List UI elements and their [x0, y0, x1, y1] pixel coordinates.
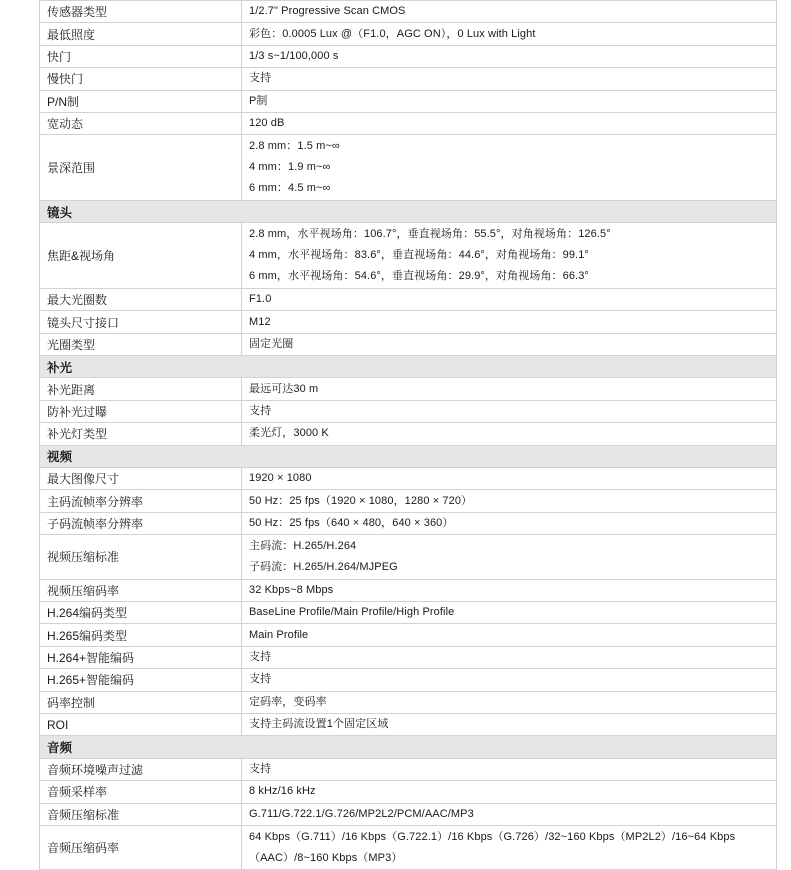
spec-value-line: 最远可达30 m — [249, 382, 319, 395]
spec-label: 慢快门 — [40, 68, 242, 90]
spec-row — [40, 825, 777, 869]
spec-value-line: Main Profile — [249, 628, 309, 641]
spec-row — [40, 112, 777, 134]
spec-label: 最大图像尺寸 — [40, 468, 242, 490]
spec-label: 补光灯类型 — [40, 423, 242, 445]
spec-row — [40, 333, 777, 355]
spec-value — [242, 135, 777, 201]
section-header — [40, 445, 777, 467]
spec-value-line: 8 kHz/16 kHz — [249, 785, 316, 798]
spec-value-line: 32 Kbps~8 Mbps — [249, 583, 334, 596]
section-title: 补光 — [40, 356, 777, 378]
spec-label: 防补光过曝 — [40, 400, 242, 422]
spec-row — [40, 602, 777, 624]
spec-value-line: 1/2.7" Progressive Scan CMOS — [249, 5, 406, 18]
spec-row — [40, 311, 777, 333]
spec-label: 音频采样率 — [40, 781, 242, 803]
spec-value-line: 支持主码流设置1个固定区域 — [249, 718, 389, 731]
spec-value-line: 支持 — [249, 650, 272, 663]
spec-value-line: 50 Hz：25 fps（640 × 480，640 × 360） — [249, 517, 454, 530]
spec-label: 宽动态 — [40, 112, 242, 134]
spec-value-line: 柔光灯，3000 K — [249, 427, 329, 440]
spec-label: 主码流帧率分辨率 — [40, 490, 242, 512]
spec-value-line: BaseLine Profile/Main Profile/High Profile — [249, 606, 455, 619]
spec-row — [40, 223, 777, 289]
spec-value — [242, 669, 777, 691]
spec-value — [242, 646, 777, 668]
spec-row — [40, 135, 777, 201]
spec-value-line: M12 — [249, 315, 271, 328]
spec-value — [242, 311, 777, 333]
spec-value-line: 1/3 s~1/100,000 s — [249, 49, 339, 62]
spec-label: 视频压缩标准 — [40, 535, 242, 579]
spec-value — [242, 333, 777, 355]
spec-row — [40, 646, 777, 668]
spec-row — [40, 691, 777, 713]
spec-label: 补光距离 — [40, 378, 242, 400]
spec-value — [242, 288, 777, 310]
spec-row — [40, 90, 777, 112]
spec-value-line: 主码流：H.265/H.264 — [249, 539, 357, 552]
spec-row — [40, 669, 777, 691]
spec-value — [242, 624, 777, 646]
spec-value-line: F1.0 — [249, 293, 272, 306]
spec-value — [242, 512, 777, 534]
spec-row — [40, 68, 777, 90]
spec-value-line: 1920 × 1080 — [249, 472, 312, 485]
spec-value-line: 支持 — [249, 72, 272, 85]
spec-row — [40, 713, 777, 735]
spec-label: 光圈类型 — [40, 333, 242, 355]
spec-value-line: G.711/G.722.1/G.726/MP2L2/PCM/AAC/MP3 — [249, 807, 474, 820]
section-title: 镜头 — [40, 200, 777, 222]
spec-row — [40, 468, 777, 490]
spec-row — [40, 490, 777, 512]
spec-row — [40, 423, 777, 445]
spec-value-line: 64 Kbps（G.711）/16 Kbps（G.722.1）/16 Kbps（G.726）/32~160 Kbps（MP2L2）/16~64 Kbps — [249, 830, 736, 843]
spec-label: 焦距&视场角 — [40, 223, 242, 289]
spec-label: 传感器类型 — [40, 1, 242, 23]
spec-table-body — [40, 1, 777, 870]
spec-value — [242, 602, 777, 624]
spec-value-line: 支持 — [249, 762, 272, 775]
spec-value-line: （AAC）/8~160 Kbps（MP3） — [249, 851, 403, 864]
spec-row — [40, 512, 777, 534]
spec-label: 音频压缩码率 — [40, 825, 242, 869]
spec-label: 码率控制 — [40, 691, 242, 713]
spec-row — [40, 288, 777, 310]
spec-value-line: 4 mm：1.9 m~∞ — [249, 161, 331, 174]
spec-value-line: 定码率，变码率 — [249, 695, 327, 708]
spec-value — [242, 803, 777, 825]
spec-value-line: 固定光圈 — [249, 337, 294, 350]
spec-value-line: 2.8 mm：1.5 m~∞ — [249, 140, 340, 153]
spec-value-line: 子码流：H.265/H.264/MJPEG — [249, 560, 398, 573]
spec-value — [242, 400, 777, 422]
spec-row — [40, 781, 777, 803]
spec-value-line: 4 mm，水平视场角：83.6°，垂直视场角：44.6°，对角视场角：99.1° — [249, 249, 589, 262]
spec-value — [242, 112, 777, 134]
spec-value — [242, 23, 777, 45]
spec-label: 景深范围 — [40, 135, 242, 201]
spec-value — [242, 825, 777, 869]
spec-label: H.265+智能编码 — [40, 669, 242, 691]
spec-value-line: 50 Hz：25 fps（1920 × 1080，1280 × 720） — [249, 494, 473, 507]
spec-value-line: 支持 — [249, 673, 272, 686]
spec-value — [242, 468, 777, 490]
spec-value — [242, 758, 777, 780]
spec-table — [39, 0, 777, 870]
spec-row — [40, 758, 777, 780]
spec-label: 镜头尺寸接口 — [40, 311, 242, 333]
spec-label: 快门 — [40, 45, 242, 67]
spec-value-line: 6 mm，水平视场角：54.6°，垂直视场角：29.9°，对角视场角：66.3° — [249, 270, 589, 283]
spec-value — [242, 378, 777, 400]
spec-label: H.264编码类型 — [40, 602, 242, 624]
spec-value — [242, 90, 777, 112]
spec-row — [40, 400, 777, 422]
spec-label: H.264+智能编码 — [40, 646, 242, 668]
spec-row — [40, 378, 777, 400]
spec-label: H.265编码类型 — [40, 624, 242, 646]
spec-value-line: P制 — [249, 94, 268, 107]
spec-label: 音频压缩标准 — [40, 803, 242, 825]
spec-value — [242, 68, 777, 90]
spec-value — [242, 45, 777, 67]
spec-value-line: 6 mm：4.5 m~∞ — [249, 182, 331, 195]
spec-value — [242, 423, 777, 445]
spec-row — [40, 624, 777, 646]
spec-value — [242, 691, 777, 713]
spec-row — [40, 1, 777, 23]
spec-value — [242, 223, 777, 289]
spec-value-line: 120 dB — [249, 117, 285, 130]
spec-label: 子码流帧率分辨率 — [40, 512, 242, 534]
spec-label: 视频压缩码率 — [40, 579, 242, 601]
spec-value-line: 2.8 mm，水平视场角：106.7°，垂直视场角：55.5°，对角视场角：126.5° — [249, 228, 611, 241]
spec-label: 最低照度 — [40, 23, 242, 45]
section-title: 音频 — [40, 736, 777, 758]
section-title: 视频 — [40, 445, 777, 467]
spec-value — [242, 781, 777, 803]
spec-value — [242, 579, 777, 601]
spec-value — [242, 1, 777, 23]
spec-label: P/N制 — [40, 90, 242, 112]
section-header — [40, 356, 777, 378]
spec-row — [40, 23, 777, 45]
spec-value-line: 支持 — [249, 405, 272, 418]
spec-value-line: 彩色：0.0005 Lux @（F1.0，AGC ON），0 Lux with Light — [249, 27, 536, 40]
spec-value — [242, 490, 777, 512]
spec-value — [242, 713, 777, 735]
spec-label: 最大光圈数 — [40, 288, 242, 310]
spec-row — [40, 579, 777, 601]
spec-row — [40, 535, 777, 579]
spec-label: 音频环境噪声过滤 — [40, 758, 242, 780]
spec-row — [40, 45, 777, 67]
spec-row — [40, 803, 777, 825]
section-header — [40, 736, 777, 758]
spec-label: ROI — [40, 713, 242, 735]
section-header — [40, 200, 777, 222]
spec-value — [242, 535, 777, 579]
